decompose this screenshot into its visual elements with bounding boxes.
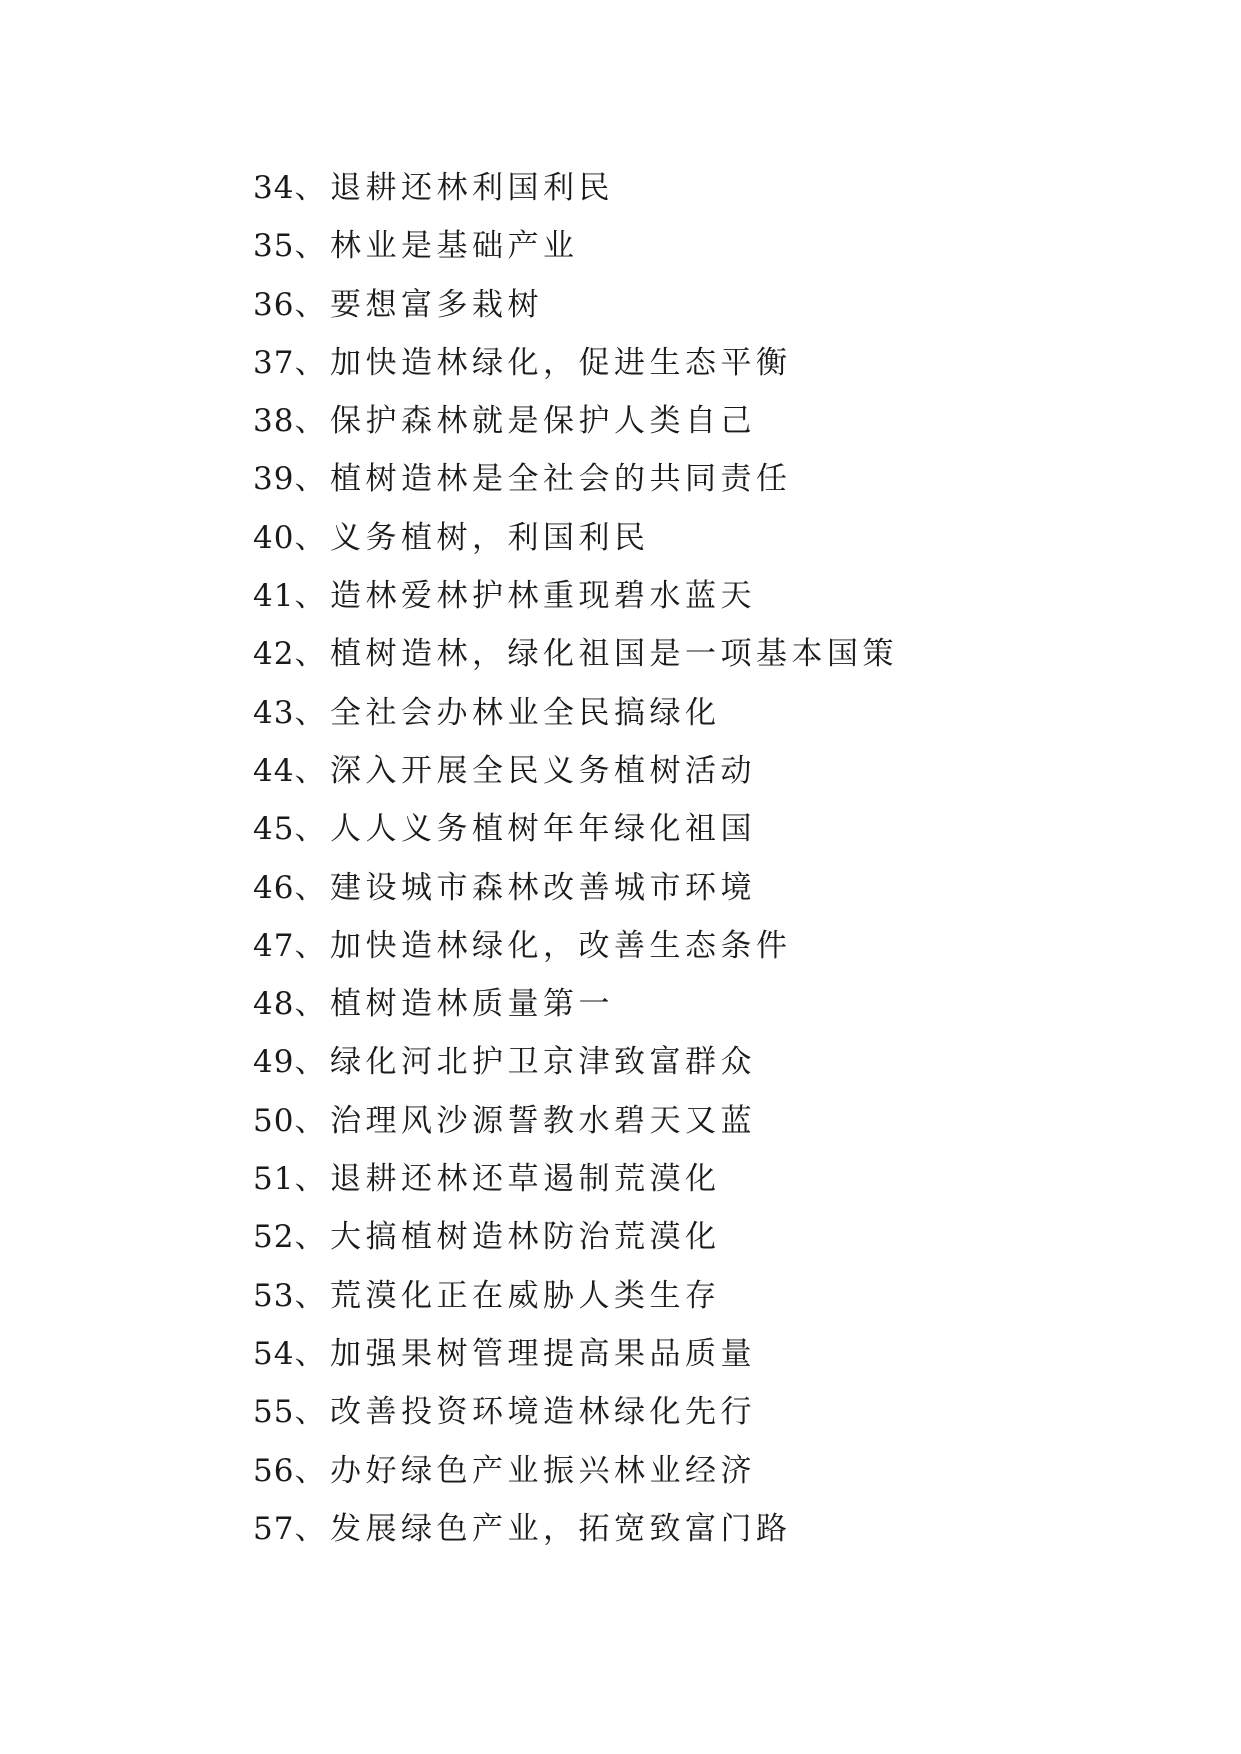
list-item xyxy=(253,217,898,275)
item-text: 加快造林绿化，改善生态条件 xyxy=(329,927,792,964)
item-separator: 、 xyxy=(294,752,330,789)
item-text: 治理风沙源誓教水碧天又蓝 xyxy=(329,1102,756,1139)
item-number: 42 xyxy=(253,636,295,673)
item-separator: 、 xyxy=(294,1219,330,1256)
item-separator: 、 xyxy=(294,1277,330,1314)
item-number: 36 xyxy=(253,286,295,323)
item-text: 加强果树管理提高果品质量 xyxy=(329,1335,756,1372)
item-text: 植树造林质量第一 xyxy=(329,986,614,1023)
item-text: 建设城市森林改善城市环境 xyxy=(329,869,756,906)
item-separator: 、 xyxy=(294,578,330,615)
item-text: 深入开展全民义务植树活动 xyxy=(329,752,756,789)
item-text: 保护森林就是保护人类自己 xyxy=(329,403,756,440)
list-item xyxy=(253,1150,898,1208)
item-text: 全社会办林业全民搞绿化 xyxy=(329,694,721,731)
item-text: 造林爱林护林重现碧水蓝天 xyxy=(329,578,756,615)
item-text: 退耕还林利国利民 xyxy=(329,170,614,206)
list-item xyxy=(253,625,898,683)
item-separator: 、 xyxy=(294,170,330,206)
list-item xyxy=(253,1092,898,1150)
item-text: 植树造林是全社会的共同责任 xyxy=(329,461,792,498)
item-number: 46 xyxy=(253,869,295,906)
item-separator: 、 xyxy=(294,461,330,498)
item-separator: 、 xyxy=(294,986,330,1023)
item-number: 53 xyxy=(253,1277,295,1314)
item-number: 41 xyxy=(253,578,295,615)
item-separator: 、 xyxy=(294,811,330,848)
item-number: 47 xyxy=(253,927,295,964)
item-text: 办好绿色产业振兴林业经济 xyxy=(329,1452,756,1489)
list-item xyxy=(253,975,898,1033)
item-number: 37 xyxy=(253,344,295,381)
list-item xyxy=(253,450,898,508)
item-text: 林业是基础产业 xyxy=(329,228,579,265)
item-number: 39 xyxy=(253,461,295,498)
item-number: 57 xyxy=(253,1510,295,1547)
list-item xyxy=(253,509,898,567)
list-item xyxy=(253,276,898,334)
list-item xyxy=(253,859,898,917)
item-number: 43 xyxy=(253,694,295,731)
item-text: 退耕还林还草遏制荒漠化 xyxy=(329,1161,721,1198)
item-number: 49 xyxy=(253,1044,295,1081)
list-item xyxy=(253,1383,898,1441)
item-separator: 、 xyxy=(294,1044,330,1081)
list-item xyxy=(253,1033,898,1091)
item-text: 发展绿色产业，拓宽致富门路 xyxy=(329,1510,792,1547)
list-item xyxy=(253,334,898,392)
item-number: 44 xyxy=(253,752,295,789)
item-text: 义务植树，利国利民 xyxy=(329,519,650,556)
item-text: 人人义务植树年年绿化祖国 xyxy=(329,811,756,848)
item-separator: 、 xyxy=(294,1394,330,1431)
item-text: 改善投资环境造林绿化先行 xyxy=(329,1394,756,1431)
item-text: 加快造林绿化，促进生态平衡 xyxy=(329,344,792,381)
item-number: 45 xyxy=(253,811,295,848)
item-number: 50 xyxy=(253,1102,295,1139)
list-item xyxy=(253,1500,898,1558)
item-number: 34 xyxy=(253,170,295,206)
item-number: 56 xyxy=(253,1452,295,1489)
list-item xyxy=(253,684,898,742)
item-separator: 、 xyxy=(294,519,330,556)
item-number: 48 xyxy=(253,986,295,1023)
list-item xyxy=(253,800,898,858)
list-item xyxy=(253,1442,898,1500)
item-separator: 、 xyxy=(294,1510,330,1547)
item-number: 52 xyxy=(253,1219,295,1256)
item-separator: 、 xyxy=(294,927,330,964)
item-text: 植树造林，绿化祖国是一项基本国策 xyxy=(329,636,898,673)
item-text: 大搞植树造林防治荒漠化 xyxy=(329,1219,721,1256)
item-number: 54 xyxy=(253,1335,295,1372)
item-separator: 、 xyxy=(294,694,330,731)
item-separator: 、 xyxy=(294,636,330,673)
item-text: 荒漠化正在威胁人类生存 xyxy=(329,1277,721,1314)
list-item xyxy=(253,1267,898,1325)
item-separator: 、 xyxy=(294,869,330,906)
list-item xyxy=(253,917,898,975)
item-number: 40 xyxy=(253,519,295,556)
list-item xyxy=(253,1325,898,1383)
item-number: 55 xyxy=(253,1394,295,1431)
list-item xyxy=(253,567,898,625)
item-text: 绿化河北护卫京津致富群众 xyxy=(329,1044,756,1081)
item-separator: 、 xyxy=(294,1102,330,1139)
list-item xyxy=(253,392,898,450)
item-separator: 、 xyxy=(294,1335,330,1372)
list-item xyxy=(253,1208,898,1266)
item-number: 51 xyxy=(253,1161,295,1198)
item-separator: 、 xyxy=(294,344,330,381)
item-separator: 、 xyxy=(294,228,330,265)
item-separator: 、 xyxy=(294,286,330,323)
item-number: 35 xyxy=(253,228,295,265)
slogan-list xyxy=(253,159,898,1558)
item-separator: 、 xyxy=(294,403,330,440)
item-separator: 、 xyxy=(294,1161,330,1198)
item-number: 38 xyxy=(253,403,295,440)
item-separator: 、 xyxy=(294,1452,330,1489)
item-text: 要想富多栽树 xyxy=(329,286,543,323)
list-item xyxy=(253,159,898,217)
list-item xyxy=(253,742,898,800)
